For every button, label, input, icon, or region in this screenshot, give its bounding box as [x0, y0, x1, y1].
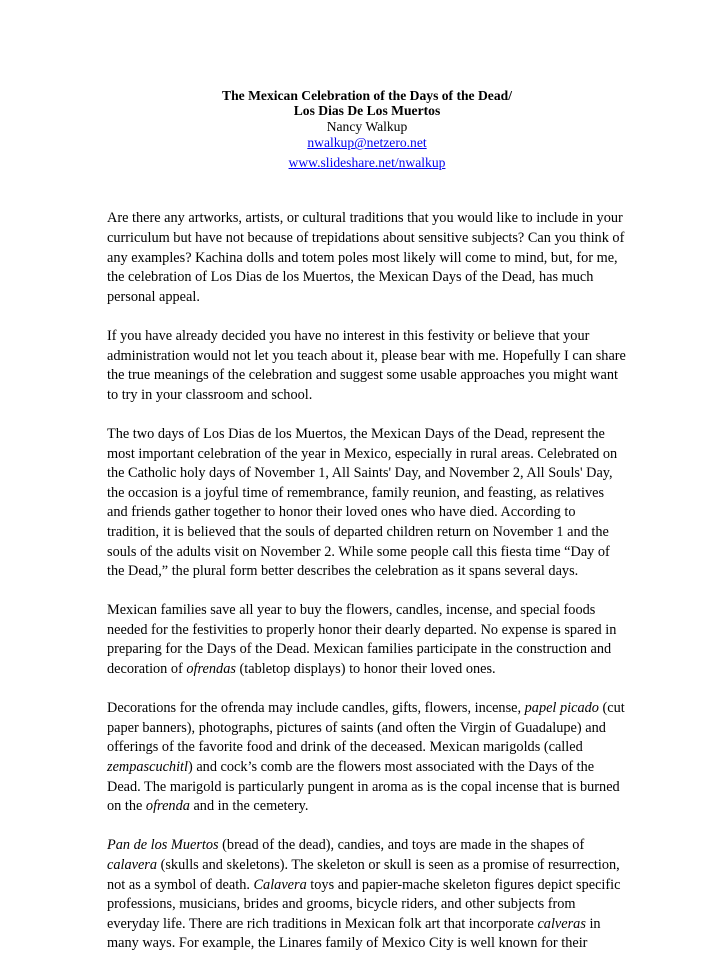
author-name: Nancy Walkup [326, 118, 408, 134]
title-line-2: Los Dias De Los Muertos [293, 103, 441, 119]
slideshare-link[interactable]: www.slideshare.net/nwalkup [288, 154, 446, 170]
document-page [107, 88, 627, 974]
paragraph-5: Decorations for the ofrenda may include candles, gifts, flowers, incense, papel picado (cut paper banners), photographs, pictures of saints (and often the Virgin of Guadalupe) and offerings of the favorite food and drink of the deceased. Mexican marigolds (called zempascuchitl) and cock’s comb are the flowers most associated with the Days of the Dead. The marigold is particularly pungent in aroma as is the copal incense that is burned on the ofrenda and in the cemetery. [107, 700, 625, 815]
document-header [107, 88, 627, 173]
email-link[interactable]: nwalkup@netzero.net [307, 135, 427, 151]
title-line-1: The Mexican Celebration of the Days of the Dead/ [222, 88, 512, 103]
paragraph-3: The two days of Los Dias de los Muertos, the Mexican Days of the Dead, represent the most important celebration of the year in Mexico, especially in rural areas. Celebrated on the Catholic holy days of November 1, All Saints' Day, and November 2, All Souls' Day, the occasion is a joyful time of remembrance, family reunion, and feasting, as relatives and friends gather together to honor their loved ones who have died. According to tradition, it is believed that the souls of departed children return on November 1 and the souls of the adults visit on November 2. While some people call this fiesta time “Day of the Dead,” the plural form better describes the celebration as it spans several days. [107, 425, 618, 580]
paragraph-2: If you have already decided you have no interest in this festivity or believe that your administration would not let you teach about it, please bear with me. Hopefully I can share the true meanings of the celebration and suggest some usable approaches you might want to try in your classroom and school. [107, 327, 626, 403]
paragraph-1: Are there any artworks, artists, or cultural traditions that you would like to include in your curriculum but have not because of trepidations about sensitive subjects? Can you think of any examples? Kachina dolls and totem poles most likely will come to mind, but, for me, the celebration of Los Dias de los Muertos, the Mexican Days of the Dead, has much personal appeal. [107, 210, 625, 305]
paragraph-4: Mexican families save all year to buy the flowers, candles, incense, and special foods needed for the festivities to properly honor their dearly departed. No expense is spared in preparing for the Days of the Dead. Mexican families participate in the construction and decoration of ofrendas (tabletop displays) to honor their loved ones. [107, 602, 617, 678]
paragraph-6: Pan de los Muertos (bread of the dead), candies, and toys are made in the shapes of calavera (skulls and skeletons). The skeleton or skull is seen as a promise of resurrection, not as a symbol of death. Calavera toys and papier-mache skeleton figures depict specific professions, musicians, brides and grooms, bicycle riders, and other subjects from everyday life. There are rich traditions in Mexican folk art that incorporate calveras in many ways. For example, the Linares family of Mexico City is well known for their [107, 837, 621, 952]
